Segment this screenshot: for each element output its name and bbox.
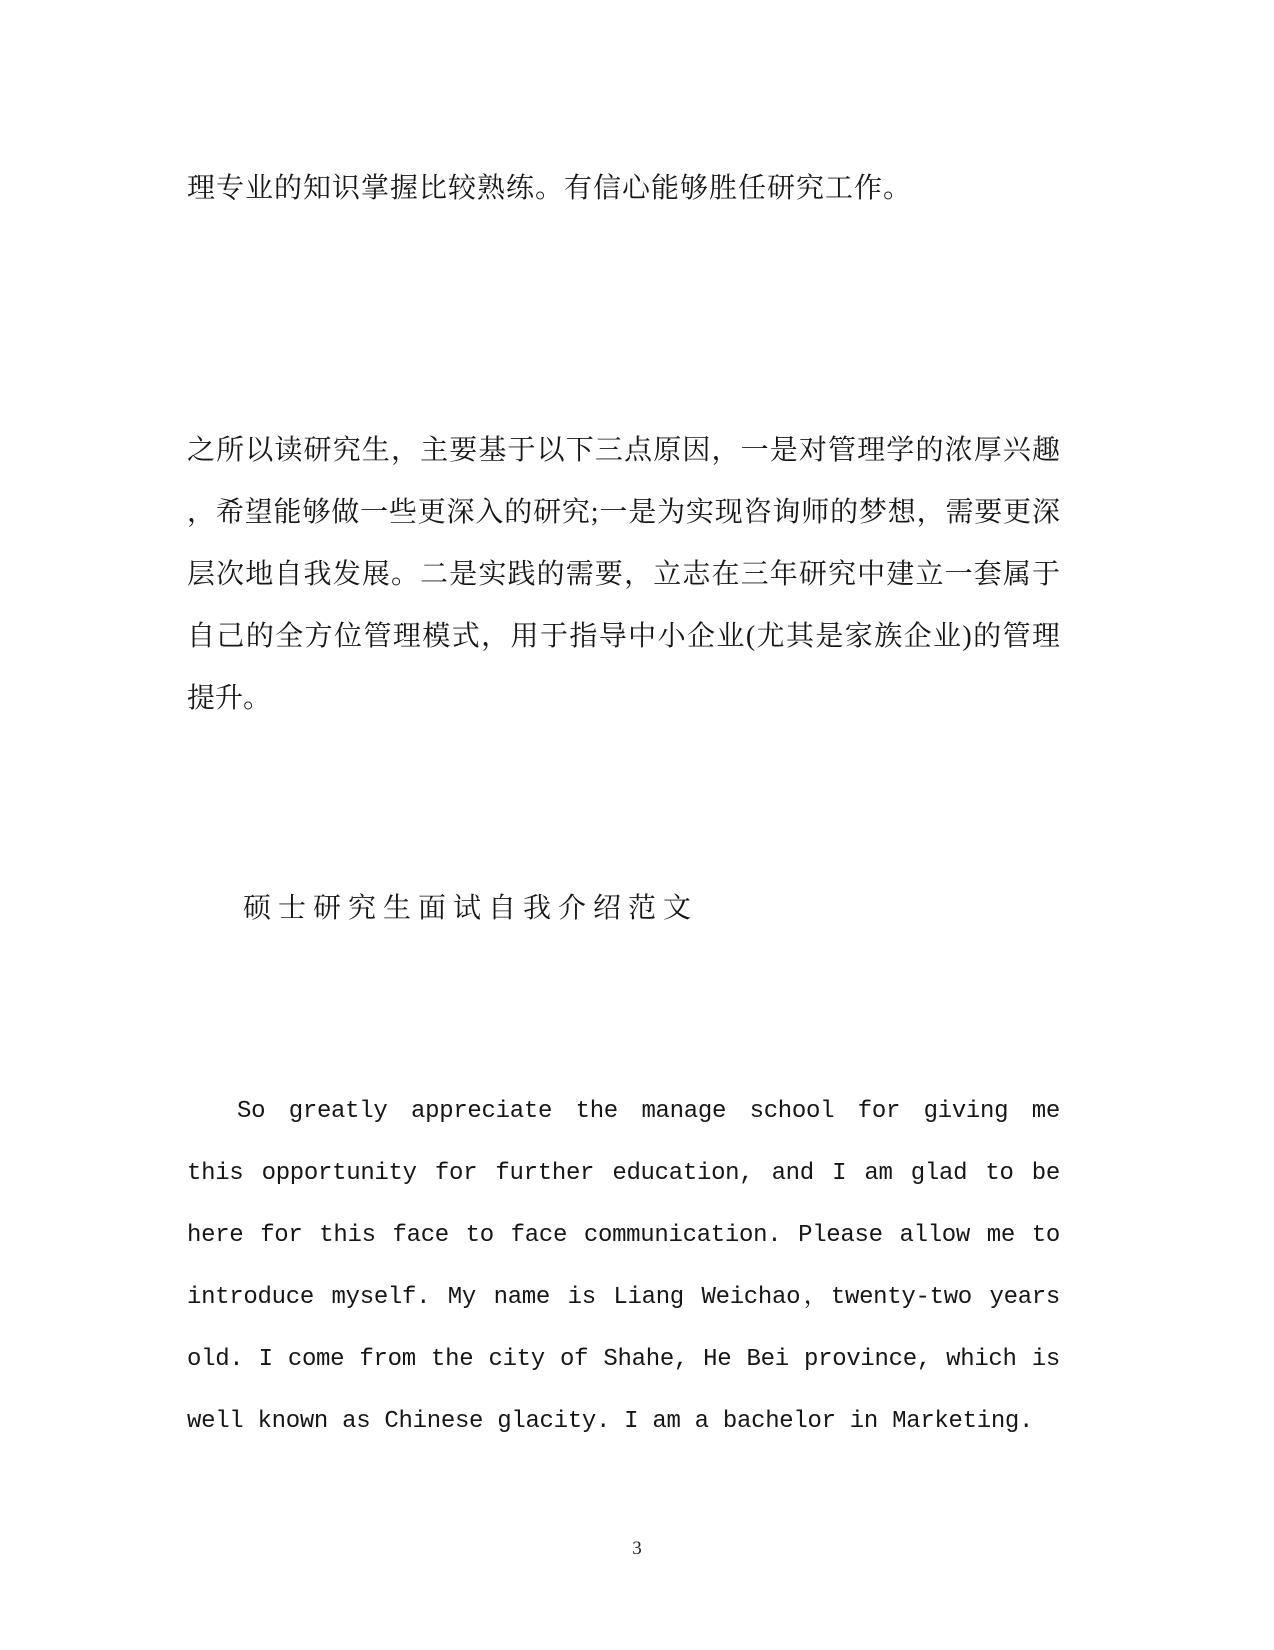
paragraph-line: this opportunity for further education, and I am glad to be [187, 1160, 1060, 1187]
paragraph-line: old. I come from the city of Shahe, He Bei province, which is [187, 1346, 1060, 1373]
paragraph-line: introduce myself. My name is Liang Weichao，twenty-two years [187, 1284, 1060, 1311]
paragraph-line: ，希望能够做一些更深入的研究;一是为实现咨询师的梦想，需要更深 [187, 497, 1060, 528]
section-heading [187, 878, 1060, 940]
paragraph-line: 提升。 [187, 683, 272, 714]
paragraph-line: So greatly appreciate the manage school for giving me [237, 1098, 1060, 1125]
section-heading-text: 硕士研究生面试自我介绍范文 [243, 893, 699, 924]
paragraph-reasons [187, 420, 1060, 730]
paragraph-line: here for this face to face communication. Please allow me to [187, 1222, 1060, 1249]
paragraph-conclusion [187, 158, 1060, 220]
paragraph-line: well known as Chinese glacity. I am a bachelor in Marketing. [187, 1408, 1034, 1435]
page-number: 3 [632, 1538, 642, 1559]
paragraph-line: 之所以读研究生，主要基于以下三点原因，一是对管理学的浓厚兴趣 [187, 435, 1060, 466]
paragraph-english-intro [187, 1081, 1060, 1453]
paragraph-line: 自己的全方位管理模式，用于指导中小企业(尤其是家族企业)的管理 [187, 621, 1060, 652]
paragraph-line: 层次地自我发展。二是实践的需要，立志在三年研究中建立一套属于 [187, 559, 1060, 590]
paragraph-line: 理专业的知识掌握比较熟练。有信心能够胜任研究工作。 [187, 173, 913, 204]
